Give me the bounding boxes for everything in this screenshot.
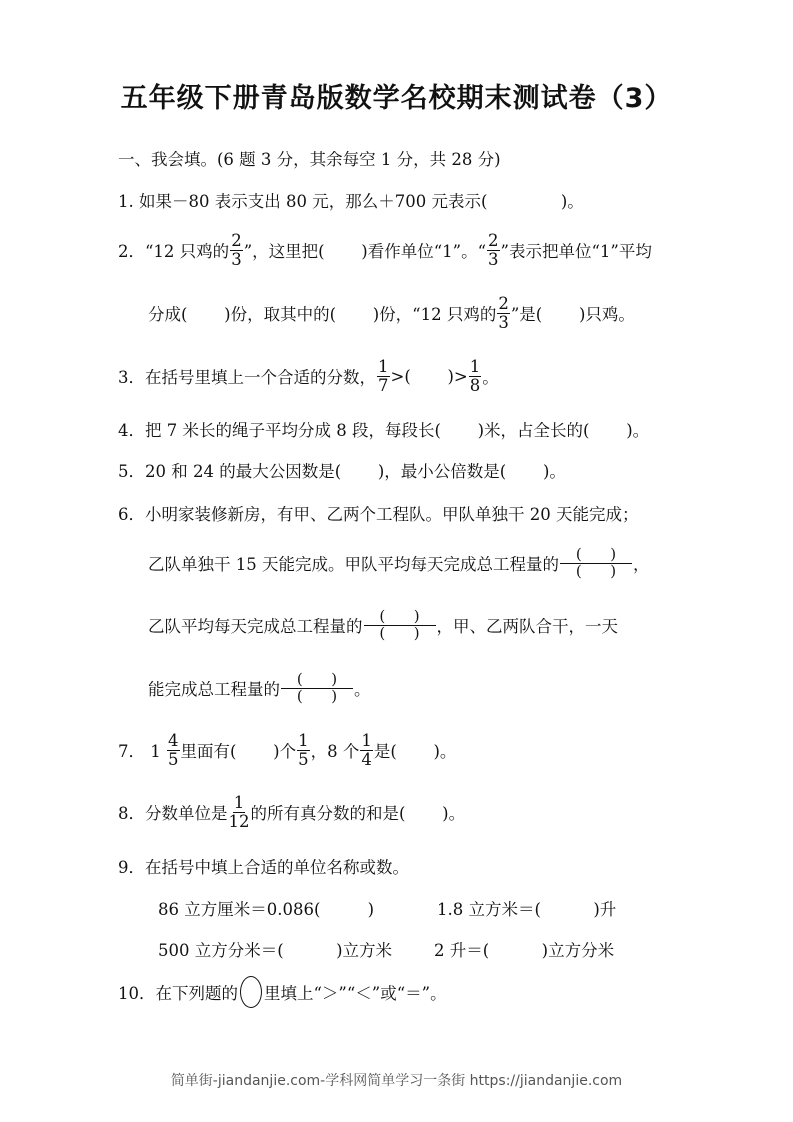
question-line [118, 978, 447, 1006]
text-segment: 9．在括号中填上合适的单位名称或数。 [118, 858, 409, 877]
question-line [118, 415, 649, 443]
question-line [148, 294, 635, 332]
text-segment: 4．把 7 米长的绳子平均分成 8 段，每段长( )米，占全长的( )。 [118, 421, 650, 440]
fraction-numerator: 1 [469, 357, 481, 377]
text-segment: 8．分数单位是 [118, 804, 228, 823]
page-title: 五年级下册青岛版数学名校期末测试卷（3） [120, 83, 673, 114]
fraction [469, 358, 482, 394]
fraction [229, 794, 250, 830]
fraction [360, 732, 373, 768]
text-segment: 里填上“＞”“＜”或“＝”。 [264, 984, 447, 1003]
fraction-denominator: 5 [298, 749, 309, 769]
text-segment: 1. 如果－80 表示支出 80 元，那么＋700 元表示( )。 [118, 192, 584, 211]
text-segment: ”，这里把( )看作单位“1”。“ [243, 242, 487, 261]
question-line [118, 144, 501, 172]
fraction-numerator: 2 [231, 231, 242, 251]
question-line [118, 231, 652, 269]
fraction-denominator: 3 [498, 312, 509, 332]
text-segment: >( )> [390, 366, 468, 386]
question-line [118, 499, 638, 527]
fraction-numerator: 2 [488, 231, 499, 251]
text-segment: ”表示把单位“1”平均 [500, 242, 652, 261]
fraction-denominator: 3 [488, 249, 499, 269]
fraction-denominator: 4 [361, 749, 372, 769]
question-line [118, 456, 566, 484]
text-segment: 的所有真分数的和是( )。 [250, 804, 466, 823]
text-segment: 5．20 和 24 的最大公因数是( )，最小公倍数是( )。 [118, 462, 566, 481]
fraction-numerator: 4 [168, 731, 179, 751]
text-segment: 2．“12 只鸡的 [118, 242, 230, 261]
fraction-denominator: 7 [378, 375, 389, 395]
text-segment: 86 立方厘米＝0.086( ) 1.8 立方米＝( )升 [158, 900, 617, 919]
fraction [487, 232, 500, 268]
fraction [281, 669, 353, 705]
text-segment: 乙队单独干 15 天能完成。甲队平均每天完成总工程量的 [148, 555, 559, 574]
text-segment: ”是( )只鸡。 [510, 305, 635, 324]
question-line [148, 606, 618, 642]
text-segment: 能完成总工程量的 [148, 680, 280, 699]
fraction-denominator: ( ) [379, 623, 420, 642]
fraction [497, 295, 510, 331]
fraction [364, 606, 436, 642]
fraction-numerator: ( ) [281, 672, 353, 689]
question-line [118, 186, 584, 214]
fraction-numerator: 1 [361, 731, 372, 751]
answer-circle-icon [240, 976, 262, 1008]
fraction-denominator: ( ) [575, 561, 617, 580]
fraction-numerator: ( ) [364, 609, 436, 626]
question-line [118, 852, 409, 880]
fraction-numerator: ( ) [560, 547, 632, 564]
text-segment: 分成( )份，取其中的( )份，“12 只鸡的 [148, 305, 497, 324]
text-segment: ，甲、乙两队合干，一天 [436, 617, 618, 636]
question-line [118, 357, 499, 395]
fraction-denominator: 3 [231, 249, 242, 269]
fraction-denominator: 12 [228, 811, 250, 831]
text-segment: 一、我会填。(6 题 3 分，其余每空 1 分，共 28 分) [118, 150, 501, 169]
question-line [158, 894, 616, 922]
text-segment: 3．在括号里填上一个合适的分数， [118, 368, 376, 387]
text-segment: 6．小明家装修新房，有甲、乙两个工程队。甲队单独干 20 天能完成； [118, 505, 639, 524]
fraction [377, 358, 390, 394]
fraction-numerator: 1 [298, 731, 309, 751]
question-line [148, 669, 371, 705]
fraction [560, 544, 632, 580]
fraction-numerator: 1 [378, 357, 389, 377]
question-line [118, 793, 466, 831]
text-segment: 500 立方分米＝( )立方米 2 升＝( )立方分米 [158, 941, 615, 960]
text-segment: 。 [354, 680, 371, 699]
fraction [230, 232, 243, 268]
text-segment: ， [633, 555, 650, 574]
text-segment: 10．在下列题的 [118, 984, 238, 1003]
fraction [297, 732, 310, 768]
text-segment: 里面有( )个 [180, 742, 297, 761]
footer-watermark: 简单街-jiandanjie.com-学科网简单学习一条街 https://jiandanjie.com [170, 1073, 623, 1089]
text-segment: 是( )。 [373, 742, 457, 761]
text-segment: 。 [482, 368, 499, 387]
fraction [167, 732, 180, 768]
fraction-denominator: 8 [469, 375, 481, 395]
fraction-numerator: 2 [498, 294, 509, 314]
question-line [118, 731, 457, 769]
text-segment: ，8 个 [310, 742, 360, 761]
question-line [158, 935, 614, 963]
fraction-denominator: ( ) [296, 686, 338, 705]
fraction-denominator: 5 [168, 749, 179, 769]
question-line [148, 544, 650, 580]
fraction-numerator: 1 [233, 793, 245, 813]
text-segment: 7． 1 [118, 742, 166, 761]
text-segment: 乙队平均每天完成总工程量的 [148, 617, 363, 636]
